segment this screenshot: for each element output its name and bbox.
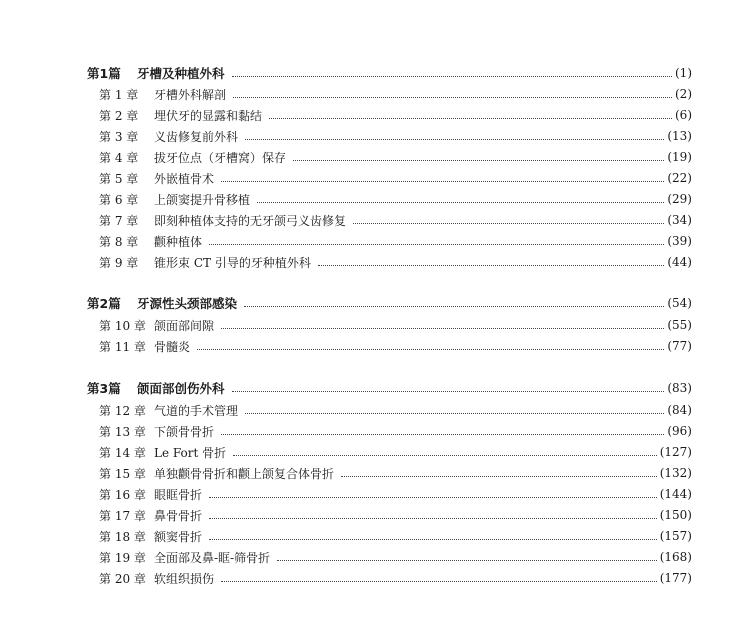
chapter-title: 单独颧骨骨折和颧上颌复合体骨折: [154, 466, 335, 481]
chapter-number: 第 15 章: [99, 466, 146, 481]
part-heading[interactable]: [87, 293, 692, 313]
chapter-number: 第 14 章: [99, 445, 146, 460]
chapter-number: 第 6 章: [99, 192, 139, 207]
chapter-entry[interactable]: [99, 231, 692, 251]
dot-leader: [209, 244, 664, 245]
chapter-number: 第 16 章: [99, 487, 146, 502]
chapter-number: 第 18 章: [99, 529, 146, 544]
dot-leader: [233, 97, 672, 98]
dot-leader: [232, 76, 672, 77]
chapter-entry[interactable]: [99, 126, 692, 146]
page-number: (168): [659, 550, 692, 564]
chapter-entry[interactable]: [99, 210, 692, 230]
chapter-number: 第 3 章: [99, 129, 139, 144]
chapter-number: 第 13 章: [99, 424, 146, 439]
page-number: (144): [659, 487, 692, 501]
chapter-number: 第 12 章: [99, 403, 146, 418]
chapter-entry[interactable]: [99, 189, 692, 209]
chapter-number: 第 1 章: [99, 87, 139, 102]
dot-leader: [221, 181, 664, 182]
page-number: (132): [659, 466, 692, 480]
chapter-entry[interactable]: [99, 315, 692, 335]
chapter-entry[interactable]: [99, 526, 692, 546]
dot-leader: [257, 202, 664, 203]
page-number: (13): [667, 129, 692, 143]
chapter-number: 第 19 章: [99, 550, 146, 565]
page-number: (2): [675, 87, 692, 101]
dot-leader: [341, 476, 657, 477]
chapter-title: 额窦骨折: [154, 529, 203, 544]
chapter-title: 颌面部间隙: [154, 318, 215, 333]
chapter-title: 锥形束 CT 引导的牙种植外科: [154, 255, 311, 270]
chapter-entry[interactable]: [99, 421, 692, 441]
chapter-number: 第 9 章: [99, 255, 139, 270]
page-number: (77): [667, 339, 692, 353]
dot-leader: [209, 497, 657, 498]
chapter-number: 第 7 章: [99, 213, 139, 228]
chapter-title: 颧种植体: [154, 234, 203, 249]
chapter-title: Le Fort 骨折: [154, 445, 227, 460]
chapter-title: 骨髓炎: [154, 339, 191, 354]
chapter-title: 外嵌植骨术: [154, 171, 215, 186]
dot-leader: [245, 413, 664, 414]
dot-leader: [233, 455, 657, 456]
part-title: 颌面部创伤外科: [137, 381, 225, 396]
chapter-entry[interactable]: [99, 400, 692, 420]
chapter-entry[interactable]: [99, 84, 692, 104]
page-number: (34): [667, 213, 692, 227]
chapter-number: 第 20 章: [99, 571, 146, 586]
page-number: (96): [667, 424, 692, 438]
chapter-title: 眼眶骨折: [154, 487, 203, 502]
chapter-title: 义齿修复前外科: [154, 129, 239, 144]
dot-leader: [197, 349, 664, 350]
chapter-entry[interactable]: [99, 568, 692, 588]
chapter-entry[interactable]: [99, 547, 692, 567]
chapter-number: 第 8 章: [99, 234, 139, 249]
chapter-entry[interactable]: [99, 168, 692, 188]
chapter-title: 气道的手术管理: [154, 403, 239, 418]
chapter-number: 第 2 章: [99, 108, 139, 123]
dot-leader: [232, 391, 665, 392]
chapter-entry[interactable]: [99, 147, 692, 167]
chapter-title: 鼻骨骨折: [154, 508, 203, 523]
chapter-entry[interactable]: [99, 336, 692, 356]
dot-leader: [244, 306, 664, 307]
chapter-title: 全面部及鼻-眶-筛骨折: [154, 550, 271, 565]
page-number: (83): [667, 381, 692, 395]
page-number: (44): [667, 255, 692, 269]
dot-leader: [353, 223, 664, 224]
chapter-title: 上颌窦提升骨移植: [154, 192, 251, 207]
part-title: 牙槽及种植外科: [137, 66, 225, 81]
dot-leader: [209, 539, 657, 540]
chapter-number: 第 11 章: [99, 339, 146, 354]
chapter-title: 埋伏牙的显露和黏结: [154, 108, 263, 123]
page-number: (150): [659, 508, 692, 522]
chapter-title: 软组织损伤: [154, 571, 215, 586]
page-number: (19): [667, 150, 692, 164]
dot-leader: [318, 265, 665, 266]
chapter-entry[interactable]: [99, 484, 692, 504]
page-number: (177): [659, 571, 692, 585]
page-number: (29): [667, 192, 692, 206]
page-number: (55): [667, 318, 692, 332]
page-number: (1): [675, 66, 692, 80]
chapter-number: 第 17 章: [99, 508, 146, 523]
chapter-title: 即刻种植体支持的无牙颌弓义齿修复: [154, 213, 347, 228]
dot-leader: [293, 160, 664, 161]
dot-leader: [277, 560, 657, 561]
part-heading[interactable]: [87, 378, 692, 398]
part-number: 第2篇: [87, 296, 121, 311]
page-number: (127): [659, 445, 692, 459]
dot-leader: [221, 328, 664, 329]
dot-leader: [221, 581, 657, 582]
part-title: 牙源性头颈部感染: [137, 296, 238, 311]
dot-leader: [245, 139, 664, 140]
chapter-entry[interactable]: [99, 442, 692, 462]
page-number: (39): [667, 234, 692, 248]
chapter-title: 下颌骨骨折: [154, 424, 215, 439]
chapter-title: 拔牙位点（牙槽窝）保存: [154, 150, 287, 165]
chapter-number: 第 4 章: [99, 150, 139, 165]
dot-leader: [209, 518, 657, 519]
chapter-title: 牙槽外科解剖: [154, 87, 227, 102]
page-number: (84): [667, 403, 692, 417]
dot-leader: [269, 118, 672, 119]
part-number: 第1篇: [87, 66, 121, 81]
page-number: (54): [667, 296, 692, 310]
chapter-entry[interactable]: [99, 252, 692, 272]
chapter-entry[interactable]: [99, 463, 692, 483]
chapter-number: 第 5 章: [99, 171, 139, 186]
page-number: (22): [667, 171, 692, 185]
part-heading[interactable]: [87, 63, 692, 83]
page-number: (157): [659, 529, 692, 543]
dot-leader: [221, 434, 664, 435]
page-number: (6): [675, 108, 692, 122]
chapter-entry[interactable]: [99, 505, 692, 525]
part-number: 第3篇: [87, 381, 121, 396]
chapter-entry[interactable]: [99, 105, 692, 125]
chapter-number: 第 10 章: [99, 318, 146, 333]
